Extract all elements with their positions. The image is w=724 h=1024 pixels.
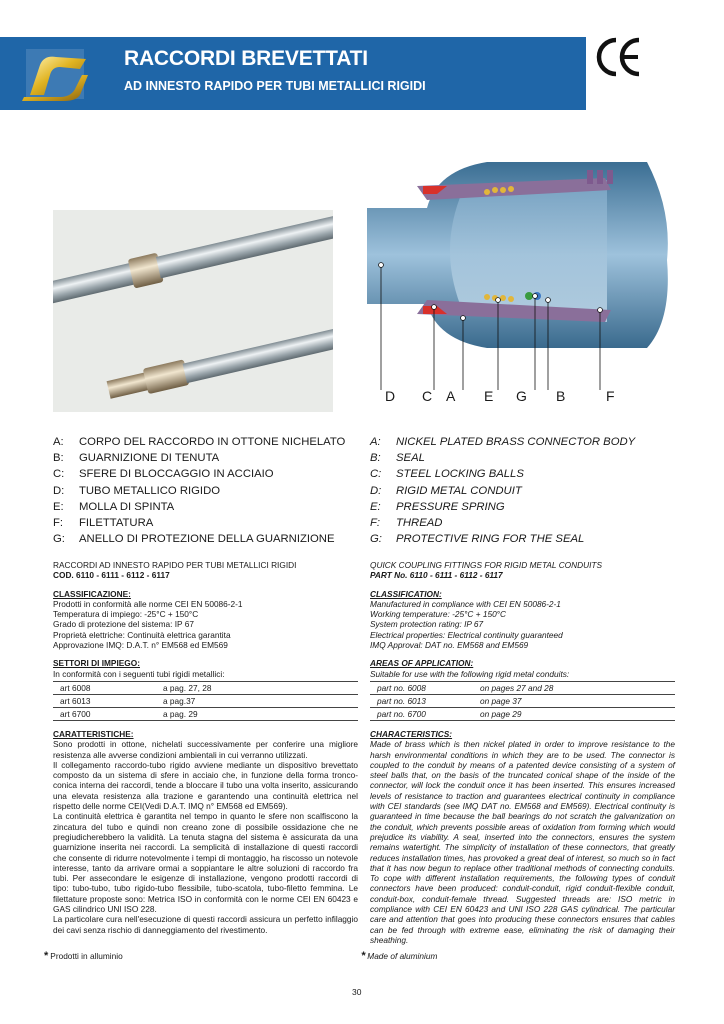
diagram-label: G — [516, 388, 527, 404]
legend-text: FILETTATURA — [79, 517, 154, 530]
legend-english — [370, 434, 635, 547]
legend-text: MOLLA DI SPINTA — [79, 500, 175, 513]
table-row — [370, 681, 675, 694]
legend-key: C: — [53, 468, 65, 481]
sectors-intro: Suitable for use with the following rigid metal conduits: — [370, 668, 570, 679]
page-ref-link[interactable]: a pag. 27, 28 — [156, 681, 358, 694]
footnote-text: Prodotti in alluminio — [50, 951, 123, 961]
body-paragraph: Made of brass which is then nickel plated in order to improve resistance to the harsh environmental conditions in which they are to be used. The connector is coupled to the conduit by means of a patented device consisting of a system of steel balls that, on the basis of the truncated conical shape of the inside of the connector, will lock the conduit once it has been inserted. This ensures increased levels of resistance to traction and guarantees electrical continuity in compliance with CEI standards (see IMQ DAT no. EM568 and EM569). Electrical continuity is guaranteed in time because the ball bearings do not scratch the galvanization on the conduit, which prevents possible areas of oxidation from forming which would prejudice its viability. A seal, inserted into the connectors, ensures the system remains watertight. The simplicity of installation of these connectors, that greatly reduces installation times, has provoked a great deal of interest, so much so in fact that it has now begun to replace other traditional methods of connecting conduits. To cope with different installation requirements, the following types of conduit connectors have been produced: conduit-conduit, rigid conduit-flexible conduit, conduit-box, conduit-female thread. Suggested threads are: ISO metric in compliance with CEI EN 60423 and UNI ISO 228 GAS cylindrical. The particular care and attention that goes into producing these connectors ensures that cables can be fed through with extreme ease, eliminating the risk of damaging their sheathing. — [370, 739, 675, 945]
page-title: RACCORDI BREVETTATI — [124, 47, 368, 70]
legend-text: THREAD — [396, 517, 443, 530]
legend-key: D: — [370, 484, 382, 497]
legend-item — [370, 499, 635, 515]
footnote-italian — [44, 950, 123, 962]
legend-item — [53, 466, 345, 482]
legend-item — [53, 515, 345, 531]
legend-text: CORPO DEL RACCORDO IN OTTONE NICHELATO — [79, 436, 346, 448]
legend-text: NICKEL PLATED BRASS CONNECTOR BODY — [396, 436, 636, 448]
classification-line: IMQ Approval: DAT no. EM568 and EM569 — [370, 640, 529, 651]
product-codes: COD. 6110 - 6111 - 6112 - 6117 — [53, 570, 170, 581]
legend-key: F: — [53, 517, 64, 530]
ce-mark-icon — [594, 34, 644, 80]
legend-text: ANELLO DI PROTEZIONE DELLA GUARNIZIONE — [79, 533, 335, 546]
characteristics-title: CARATTERISTICHE: — [53, 728, 134, 739]
english-column — [370, 560, 675, 945]
table-row — [53, 694, 358, 707]
table-row — [370, 694, 675, 707]
legend-item — [53, 499, 345, 515]
article-table — [53, 681, 358, 721]
legend-key: C: — [370, 468, 382, 481]
classification-line: Temperatura di impiego: -25°C + 150°C — [53, 609, 199, 620]
article-cell: part no. 6700 — [370, 707, 473, 720]
classification-line: Working temperature: -25°C + 150°C — [370, 609, 506, 620]
classification-line: Electrical properties: Electrical continuity guaranteed — [370, 629, 563, 640]
legend-text: PRESSURE SPRING — [396, 500, 505, 513]
classification-title: CLASSIFICAZIONE: — [53, 588, 131, 599]
page-number: 30 — [352, 987, 362, 997]
legend-item — [370, 434, 635, 450]
classification-line: System protection rating: IP 67 — [370, 619, 484, 630]
italian-column — [53, 560, 358, 935]
page-ref-link[interactable]: on page 29 — [473, 707, 675, 720]
legend-key: B: — [53, 452, 64, 465]
sectors-title: SETTORI DI IMPIEGO: — [53, 658, 140, 669]
legend-text: SEAL — [396, 452, 425, 465]
legend-item — [370, 466, 635, 482]
diagram-label: F — [606, 388, 615, 404]
legend-item — [370, 515, 635, 531]
legend-item — [53, 450, 345, 466]
legend-text: GUARNIZIONE DI TENUTA — [79, 452, 220, 465]
body-paragraph: Sono prodotti in ottone, nichelati successivamente per conferire una migliore resistenza alle avverse condizioni ambientali in cui verranno utilizzati. — [53, 739, 358, 760]
legend-key: A: — [370, 436, 381, 448]
section-heading: RACCORDI AD INNESTO RAPIDO PER TUBI METALLICI RIGIDI — [53, 560, 297, 570]
classification-line: Proprietà elettriche: Continuità elettrica garantita — [53, 629, 231, 640]
article-cell: part no. 6008 — [370, 681, 473, 694]
table-row — [370, 707, 675, 720]
characteristics-title: CHARACTERISTICS: — [370, 728, 453, 739]
diagram-labels — [382, 388, 622, 410]
table-row — [53, 681, 358, 694]
footnote-text: Made of aluminium — [367, 951, 438, 961]
body-paragraph: La continuità elettrica è garantita nel tempo in quanto le sfere non scalfiscono la zincatura del tubo e quindi non creano zone di possibile ossidazione che ne pregiudicherebbero la validità. La tenuta stagna del sistema è assicurata da una guarnizione inserita nei raccordi. La semplicità di installazione di questi raccordi che consente di ridurre notevolmente i tempi di montaggio, ha riscosso un notevole interesse, tanto da arrivare ormai a soppiantare le altre soluzioni di raccordo fra tubi. Per assecondare le esigenze di installazione, vengono prodotti raccordi di tipo: tubo-tubo, tubo rigido-tubo flessibile, tubo-scatola, tubo-filetto femmina. Le filettature proposte sono: Metrica ISO in conformità con le norme CEI EN 60423 e GAS cilindrico UNI ISO 228. — [53, 811, 358, 915]
footnote-english — [361, 950, 437, 962]
header-banner — [0, 37, 586, 110]
legend-item — [53, 434, 345, 450]
brand-logo-icon — [20, 45, 92, 103]
article-cell: art 6700 — [53, 707, 156, 720]
diagram-label: D — [385, 388, 396, 404]
legend-text: RIGID METAL CONDUIT — [396, 484, 522, 497]
classification-line: Approvazione IMQ: D.A.T. n° EM568 ed EM569 — [53, 640, 228, 651]
article-cell: art 6008 — [53, 681, 156, 694]
section-heading: QUICK COUPLING FITTINGS FOR RIGID METAL CONDUITS — [370, 560, 603, 570]
page-ref-link[interactable]: on page 37 — [473, 694, 675, 707]
legend-item — [53, 483, 345, 499]
legend-item — [370, 483, 635, 499]
product-codes: PART No. 6110 - 6111 - 6112 - 6117 — [370, 570, 503, 581]
legend-item — [370, 531, 635, 547]
legend-text: STEEL LOCKING BALLS — [396, 468, 524, 481]
asterisk-icon: * — [44, 950, 49, 962]
table-row — [53, 707, 358, 720]
legend-key: E: — [370, 500, 381, 513]
article-table — [370, 681, 675, 721]
diagram-label: A — [446, 388, 456, 404]
legend-item — [370, 450, 635, 466]
page-ref-link[interactable]: a pag. 29 — [156, 707, 358, 720]
legend-key: G: — [53, 533, 65, 546]
sectors-intro: In conformità con i seguenti tubi rigidi metallici: — [53, 668, 225, 679]
legend-key: E: — [53, 500, 64, 513]
classification-line: Manufactured in compliance with CEI EN 50086-2-1 — [370, 598, 561, 609]
classification-line: Grado di protezione del sistema: IP 67 — [53, 619, 194, 630]
legend-key: B: — [370, 452, 381, 465]
diagram-label: B — [556, 388, 566, 404]
cutaway-diagram — [367, 150, 677, 408]
body-paragraph: La particolare cura nell'esecuzione di questi raccordi assicura un perfetto infilaggio dei cavi senza rischio di danneggiamento del rivestimento. — [53, 914, 358, 935]
page-subtitle: AD INNESTO RAPIDO PER TUBI METALLICI RIGIDI — [124, 79, 426, 93]
legend-item — [53, 531, 345, 547]
legend-key: F: — [370, 517, 381, 530]
page-ref-link[interactable]: on pages 27 and 28 — [473, 681, 675, 694]
classification-line: Prodotti in conformità alle norme CEI EN 50086-2-1 — [53, 598, 243, 609]
legend-text: SFERE DI BLOCCAGGIO IN ACCIAIO — [79, 468, 274, 481]
diagram-label: C — [422, 388, 433, 404]
legend-text: PROTECTIVE RING FOR THE SEAL — [396, 533, 585, 546]
legend-key: A: — [53, 436, 64, 448]
asterisk-icon: * — [361, 950, 366, 962]
legend-text: TUBO METALLICO RIGIDO — [79, 484, 221, 497]
page-ref-link[interactable]: a pag.37 — [156, 694, 358, 707]
diagram-label: E — [484, 388, 494, 404]
article-cell: art 6013 — [53, 694, 156, 707]
sectors-title: AREAS OF APPLICATION: — [370, 658, 474, 669]
body-paragraph: Il collegamento raccordo-tubo rigido avviene mediante un dispositivo brevettato composto da un sistema di sfere in acciaio che, in funzione della forma tronco-conica interna dei raccordi, tende a bloccare il tubo una volta inserito, assicurando una elevata resistenza alla trazione e garantendo una continuità elettrica nel rispetto delle norme CEI(Vedi D.A.T. IMQ n° EM568 ed EM569). — [53, 759, 358, 812]
classification-title: CLASSIFICATION: — [370, 588, 442, 599]
legend-key: D: — [53, 484, 65, 497]
legend-key: G: — [370, 533, 382, 546]
legend-italian — [53, 434, 345, 547]
product-photo — [53, 210, 333, 412]
article-cell: part no. 6013 — [370, 694, 473, 707]
